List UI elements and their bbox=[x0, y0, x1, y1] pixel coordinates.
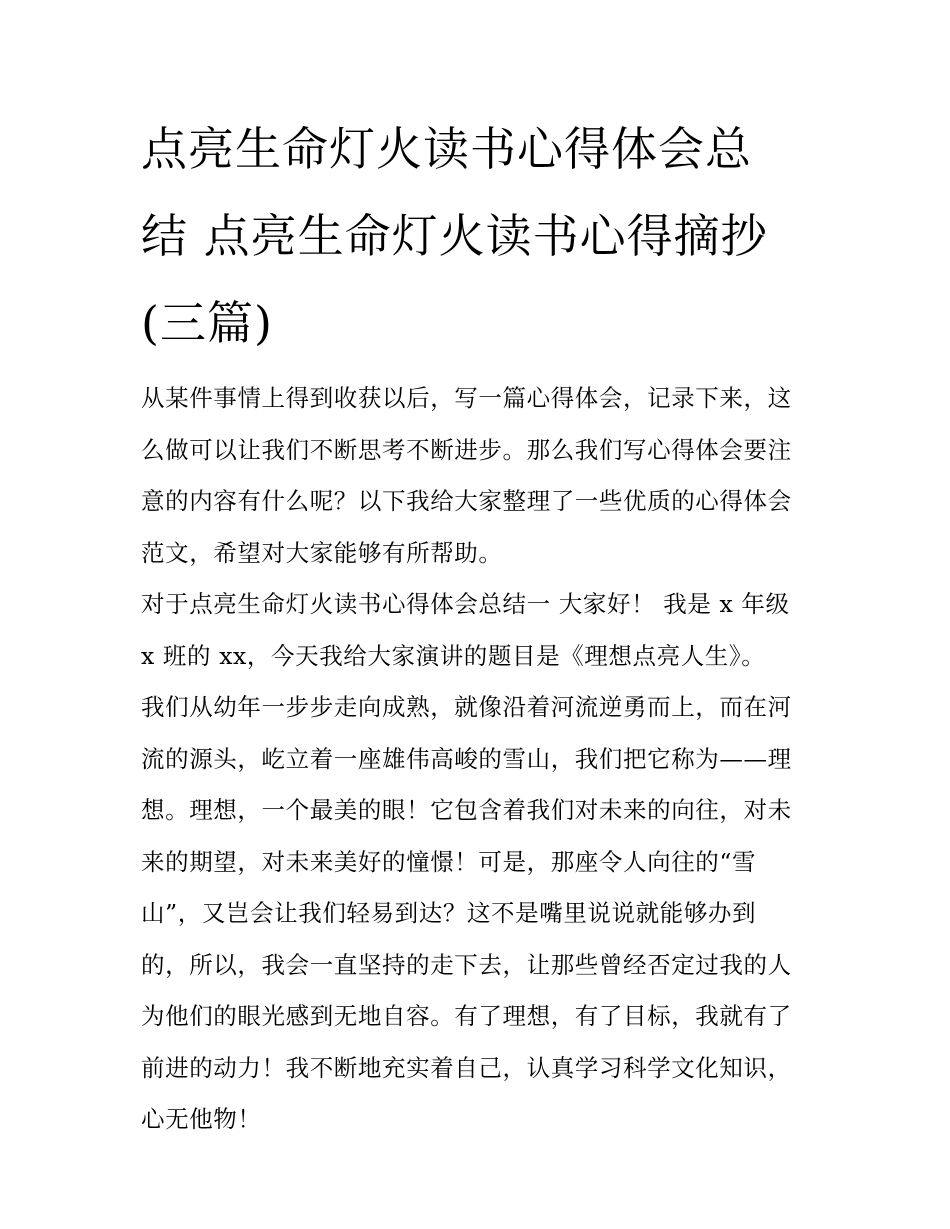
document-content bbox=[141, 118, 816, 1146]
greeting-paragraph bbox=[141, 579, 816, 682]
text-line: 为他们的眼光感到无地自容。有了理想，有了目标，我就有了 bbox=[141, 1002, 792, 1030]
text-line: 流的源头，屹立着一座雄伟高峻的雪山，我们把它称为——理 bbox=[141, 744, 792, 773]
text-line: 从某件事情上得到收获以后，写一篇心得体会，记录下来，这 bbox=[141, 384, 792, 412]
text-line: 想。理想，一个最美的眼！它包含着我们对未来的向往，对未 bbox=[141, 796, 792, 824]
text-line: 对于点亮生命灯火读书心得体会总结一 大家好！ 我是 x 年级 bbox=[141, 590, 790, 618]
text-line: 山”，又岂会让我们轻易到达？这不是嘴里说说就能够办到 bbox=[141, 899, 757, 927]
document-body bbox=[141, 373, 816, 1146]
text-line: 么做可以让我们不断思考不断进步。那么我们写心得体会要注 bbox=[141, 435, 792, 464]
text-line: 的，所以，我会一直坚持的走下去，让那些曾经否定过我的人 bbox=[141, 950, 792, 979]
speech-paragraph bbox=[141, 682, 816, 1146]
text-line: 意的内容有什么呢？以下我给大家整理了一些优质的心得体会 bbox=[141, 487, 792, 515]
text-line: 我们从幼年一步步走向成熟，就像沿着河流逆勇而上，而在河 bbox=[141, 693, 792, 721]
text-line: x 班的 xx，今天我给大家演讲的题目是《理想点亮人生》。 bbox=[141, 641, 766, 670]
title-line: (三篇) bbox=[141, 296, 273, 350]
intro-paragraph bbox=[141, 373, 816, 579]
text-line: 范文，希望对大家能够有所帮助。 bbox=[141, 538, 503, 567]
document-title bbox=[141, 106, 816, 367]
title-line: 点亮生命灯火读书心得体会总 bbox=[141, 122, 752, 176]
title-line: 结 点亮生命灯火读书心得摘抄 bbox=[141, 209, 768, 263]
text-line: 心无他物！ bbox=[141, 1105, 262, 1133]
text-line: 来的期望，对未来美好的憧憬！可是，那座令人向往的“雪 bbox=[141, 847, 757, 876]
text-line: 前进的动力！我不断地充实着自己，认真学习科学文化知识， bbox=[141, 1053, 792, 1082]
